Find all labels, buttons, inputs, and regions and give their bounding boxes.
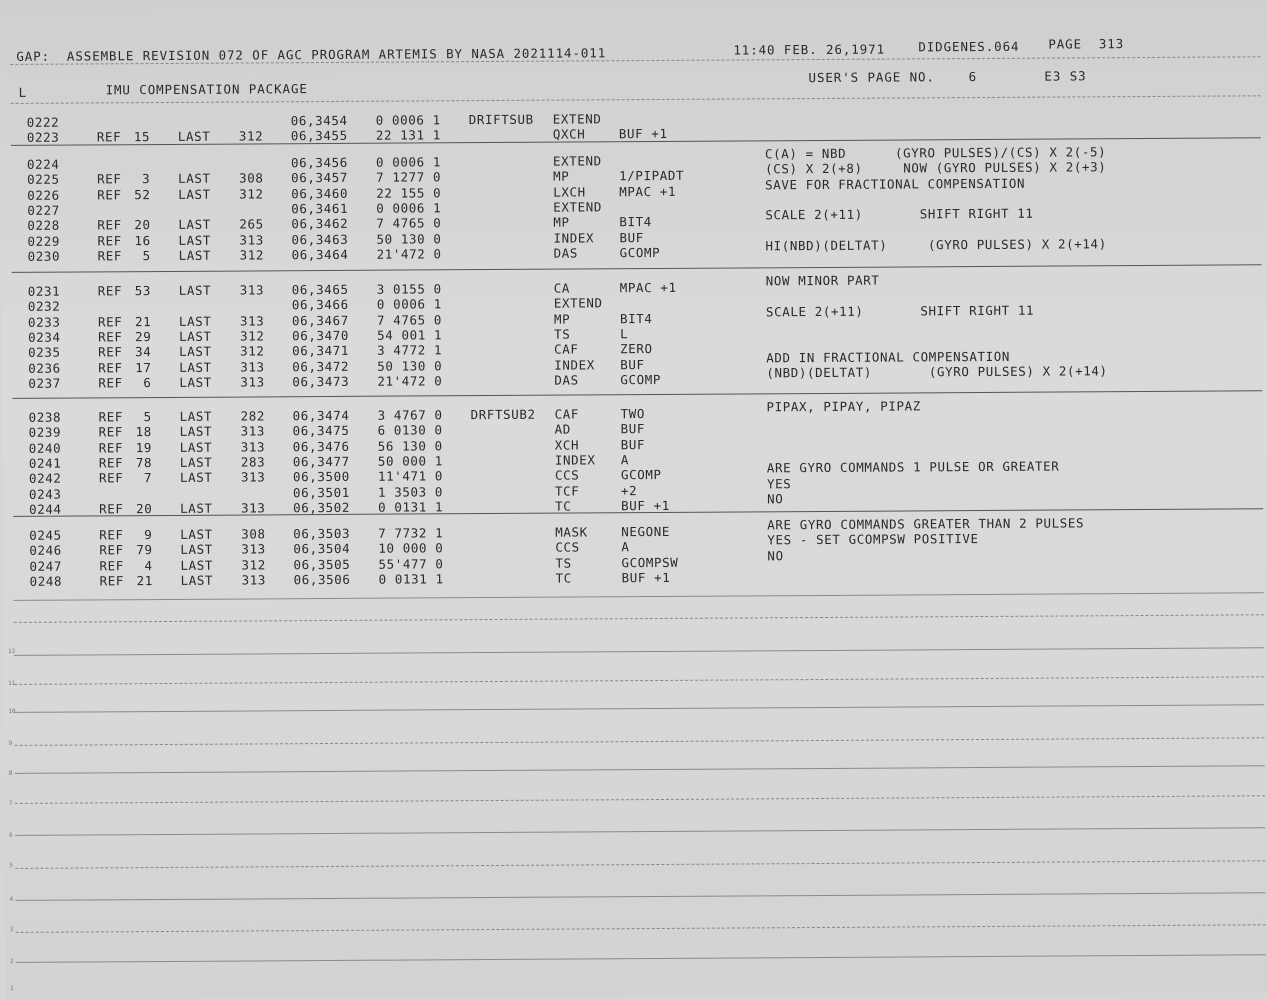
address: 06,3506	[293, 571, 351, 588]
margin-line-number: 1	[10, 984, 14, 992]
last-label: LAST	[180, 557, 214, 573]
margin-line-number: 7	[8, 799, 13, 807]
ref-count: 16	[134, 232, 151, 248]
address: 06,3463	[291, 231, 349, 247]
octal-code: 0 0006 1	[375, 112, 441, 128]
line-number: 0225	[27, 171, 60, 188]
comment: YES - SET GCOMPSW POSITIVE	[767, 531, 979, 548]
line-number: 0240	[28, 440, 62, 456]
address: 06,3503	[293, 525, 351, 542]
last-label: LAST	[178, 232, 212, 248]
operand: BUF +1	[621, 569, 671, 586]
ref-label: REF	[98, 470, 124, 486]
operand: BUF	[620, 421, 646, 437]
ref-label: REF	[97, 217, 122, 233]
symbol-label: DRIFTSUB	[468, 111, 534, 128]
ref-count: 53	[134, 283, 152, 299]
last-page: 312	[238, 128, 264, 144]
ref-label: REF	[98, 359, 123, 375]
last-label: LAST	[178, 171, 211, 187]
last-label: LAST	[179, 343, 212, 360]
ref-label: REF	[99, 542, 124, 558]
operand: A	[620, 452, 630, 468]
octal-code: 55'477 0	[378, 555, 444, 572]
blank-guide-line	[15, 795, 1265, 804]
line-number: 0229	[27, 233, 61, 249]
last-label: LAST	[180, 542, 213, 558]
operand: A	[621, 539, 630, 555]
line-number: 0234	[28, 329, 61, 345]
blank-guide-line	[15, 860, 1265, 869]
octal-code: 7 4765 0	[376, 215, 442, 231]
last-label: LAST	[177, 129, 211, 145]
line-number: 0236	[28, 360, 61, 376]
header-datetime: 11:40 FEB. 26,1971	[733, 41, 886, 58]
octal-code: 22 155 0	[376, 184, 442, 201]
last-label: LAST	[179, 424, 213, 440]
ref-label: REF	[98, 424, 124, 440]
last-label: LAST	[178, 313, 212, 329]
header-page: PAGE 313	[1048, 36, 1125, 52]
operand: TWO	[620, 406, 645, 422]
last-page: 282	[240, 408, 265, 424]
operand: BUF +1	[618, 126, 668, 142]
subheader-marker: L	[18, 84, 28, 100]
last-page: 313	[240, 358, 265, 375]
ref-count: 15	[133, 129, 151, 145]
opcode: TS	[554, 326, 571, 342]
address: 06,3460	[291, 185, 349, 201]
octal-code: 7 7732 1	[378, 525, 444, 541]
opcode: TCF	[554, 482, 580, 499]
opcode: MP	[553, 214, 570, 230]
operand: GCOMP	[619, 244, 661, 261]
opcode: EXTEND	[552, 111, 602, 127]
ref-count: 52	[134, 186, 151, 202]
margin-line-number: 8	[8, 769, 13, 777]
last-page: 313	[241, 541, 266, 557]
operand: NEGONE	[621, 523, 671, 540]
address: 06,3466	[291, 297, 349, 313]
comment: ARE GYRO COMMANDS GREATER THAN 2 PULSES	[767, 515, 1085, 533]
blank-guide-line	[15, 765, 1265, 774]
address: 06,3474	[292, 407, 350, 424]
last-page: 312	[240, 328, 265, 344]
line-number: 0233	[27, 314, 61, 330]
ref-count: 79	[136, 542, 153, 558]
octal-code: 50 130 0	[376, 230, 442, 247]
ref-count: 19	[135, 439, 153, 455]
line-number: 0224	[26, 156, 60, 172]
octal-code: 10 000 0	[378, 540, 444, 556]
ref-count: 20	[134, 217, 151, 233]
octal-code: 11'471 0	[377, 468, 443, 484]
octal-code: 50 000 1	[377, 453, 443, 469]
last-label: LAST	[180, 572, 214, 588]
operand: GCOMP	[620, 371, 662, 388]
address: 06,3500	[292, 469, 350, 485]
octal-code: 0 0131 1	[378, 571, 444, 587]
blank-guide-line	[14, 676, 1264, 685]
line-number: 0232	[27, 298, 61, 315]
comment: NO	[767, 491, 784, 507]
comment: C(A) = NBD (GYRO PULSES)/(CS) X 2(-5)	[764, 144, 1107, 162]
comment: NO	[767, 547, 784, 563]
address: 06,3461	[291, 200, 349, 217]
blank-guide-line	[16, 954, 1266, 963]
address: 06,3505	[293, 556, 351, 572]
last-page: 265	[239, 216, 264, 232]
address: 06,3455	[290, 128, 348, 144]
octal-code: 1 3503 0	[377, 483, 444, 500]
opcode: XCH	[554, 437, 580, 453]
last-page: 308	[241, 526, 266, 542]
blank-guide-line	[14, 704, 1264, 713]
address: 06,3477	[292, 453, 350, 470]
ref-label: REF	[98, 439, 124, 455]
line-number: 0230	[27, 248, 61, 264]
operand: GCOMP	[620, 467, 662, 483]
last-page: 312	[241, 556, 266, 573]
line-number: 0227	[27, 202, 60, 218]
opcode: EXTEND	[553, 199, 603, 215]
blank-guide-line	[15, 737, 1265, 746]
octal-code: 3 0155 0	[376, 281, 442, 297]
opcode: CA	[553, 280, 571, 296]
ref-label: REF	[98, 409, 123, 425]
address: 06,3457	[291, 170, 349, 186]
octal-code: 0 0006 1	[376, 296, 442, 313]
comment: SCALE 2(+11) SHIFT RIGHT 11	[765, 302, 1035, 319]
last-label: LAST	[178, 282, 212, 298]
last-page: 313	[240, 469, 266, 485]
section-title: IMU COMPENSATION PACKAGE	[105, 81, 308, 98]
last-label: LAST	[180, 526, 213, 542]
ref-label: REF	[99, 527, 124, 543]
margin-line-number: 9	[8, 739, 13, 747]
ref-count: 18	[135, 424, 152, 440]
comment: SAVE FOR FRACTIONAL COMPENSATION	[765, 175, 1026, 192]
ref-label: REF	[97, 313, 123, 330]
octal-code: 21'472 0	[377, 373, 443, 389]
line-number: 0237	[28, 375, 61, 391]
ref-label: REF	[97, 232, 122, 248]
octal-code: 22 131 1	[375, 127, 441, 144]
margin-line-number: 11	[8, 679, 16, 687]
last-page: 313	[240, 423, 266, 439]
last-label: LAST	[179, 469, 213, 486]
last-page: 313	[240, 374, 265, 390]
last-label: LAST	[179, 359, 212, 375]
blank-guide-line	[14, 592, 1264, 601]
line-number: 0239	[28, 424, 62, 441]
octal-code: 21'472 0	[376, 246, 442, 262]
margin-line-number: 3	[9, 925, 14, 933]
last-page: 283	[240, 454, 266, 470]
octal-code: 56 130 0	[377, 437, 443, 454]
address: 06,3472	[292, 358, 350, 374]
address: 06,3504	[293, 541, 351, 557]
margin-line-number: 5	[9, 861, 13, 869]
ref-count: 21	[134, 313, 152, 329]
margin-line-number: 4	[9, 895, 14, 903]
address: 06,3476	[292, 438, 350, 454]
ref-label: REF	[97, 283, 123, 299]
operand: BUF	[619, 229, 644, 245]
comment: SCALE 2(+11) SHIFT RIGHT 11	[765, 205, 1034, 223]
line-number: 0244	[29, 501, 62, 517]
ref-label: REF	[99, 501, 124, 517]
ref-label: REF	[96, 129, 122, 145]
line-number: 0242	[28, 470, 62, 487]
ref-count: 5	[142, 247, 151, 263]
users-page-number: USER'S PAGE NO. 6 E3 S3	[808, 68, 1087, 86]
address: 06,3454	[290, 112, 348, 129]
octal-code: 6 0130 0	[377, 422, 443, 438]
line-number: 0246	[29, 542, 62, 559]
address: 06,3464	[291, 246, 349, 263]
margin-line-number: 2	[9, 957, 14, 965]
last-page: 313	[239, 282, 265, 298]
ref-count: 3	[142, 171, 151, 187]
opcode: INDEX	[554, 452, 596, 468]
last-label: LAST	[179, 439, 213, 455]
last-label: LAST	[178, 216, 211, 233]
ref-label: REF	[99, 557, 124, 573]
operand: MPAC +1	[619, 183, 677, 199]
address: 06,3475	[292, 423, 350, 439]
last-page: 313	[240, 438, 266, 455]
margin-line-number: 6	[9, 831, 13, 839]
opcode: DAS	[554, 372, 579, 388]
margin-line-number: 10	[8, 707, 16, 715]
last-page: 313	[241, 500, 266, 516]
address: 06,3462	[291, 216, 349, 232]
ref-label: REF	[97, 186, 122, 203]
opcode: QXCH	[552, 126, 586, 142]
operand: 1/PIPADT	[619, 168, 685, 184]
header-user: DIDGENES.064	[918, 38, 1020, 55]
opcode: INDEX	[553, 229, 595, 246]
last-label: LAST	[179, 328, 212, 344]
ref-count: 29	[135, 328, 152, 345]
ref-label: REF	[98, 329, 123, 345]
block-rule	[12, 264, 1262, 273]
last-label: LAST	[179, 374, 212, 390]
operand: L	[620, 326, 629, 342]
ref-count: 78	[135, 454, 153, 471]
operand: BUF	[620, 356, 645, 372]
opcode: CCS	[555, 539, 580, 555]
address: 06,3470	[292, 327, 349, 344]
last-label: LAST	[179, 408, 213, 424]
octal-code: 50 130 0	[377, 357, 443, 374]
opcode: CAF	[554, 406, 579, 422]
operand: +2	[620, 482, 638, 498]
operand: ZERO	[620, 341, 653, 357]
opcode: EXTEND	[552, 153, 602, 169]
last-label: LAST	[179, 454, 213, 470]
octal-code: 7 1277 0	[376, 169, 442, 186]
blank-guide-line	[14, 647, 1264, 656]
ref-count: 5	[143, 409, 152, 425]
ref-count: 4	[144, 557, 153, 573]
blank-guide-line	[16, 924, 1266, 933]
margin-line-number: 12	[7, 647, 16, 655]
line-number: 0228	[27, 217, 60, 234]
ref-count: 34	[135, 344, 152, 360]
opcode: TS	[555, 555, 572, 571]
last-page: 312	[239, 247, 264, 263]
opcode: AD	[554, 421, 571, 437]
opcode: CAF	[554, 341, 579, 357]
comment: ARE GYRO COMMANDS 1 PULSE OR GREATER	[766, 458, 1060, 476]
ref-label: REF	[98, 455, 124, 471]
ref-count: 7	[143, 470, 153, 486]
opcode: MP	[553, 168, 570, 184]
address: 06,3467	[291, 312, 349, 328]
last-page: 312	[240, 343, 265, 359]
line-number: 0226	[27, 187, 60, 203]
line-number: 0235	[28, 344, 61, 361]
opcode: TC	[555, 498, 572, 514]
ref-count: 20	[136, 500, 153, 516]
line-number: 0231	[27, 283, 61, 299]
octal-code: 0 0006 1	[375, 154, 442, 170]
opcode: MASK	[555, 524, 588, 540]
octal-code: 0 0131 1	[378, 499, 444, 515]
line-number: 0245	[29, 527, 62, 543]
address: 06,3465	[291, 281, 349, 298]
comment: (CS) X 2(+8) NOW (GYRO PULSES) X 2(+3)	[765, 159, 1107, 177]
octal-code: 0 0006 1	[376, 200, 442, 216]
ref-label: REF	[97, 248, 122, 264]
operand: BIT4	[619, 310, 653, 326]
ref-label: REF	[99, 573, 124, 589]
comment: (NBD)(DELTAT) (GYRO PULSES) X 2(+14)	[766, 363, 1108, 381]
operand: GCOMPSW	[621, 554, 679, 570]
last-label: LAST	[180, 500, 213, 516]
address: 06,3501	[292, 484, 350, 500]
blank-guide-line	[15, 892, 1265, 901]
comment: HI(NBD)(DELTAT) (GYRO PULSES) X 2(+14)	[765, 236, 1107, 254]
line-number: 0241	[28, 455, 62, 471]
octal-code: 3 4772 1	[377, 342, 443, 358]
comment: ADD IN FRACTIONAL COMPENSATION	[766, 348, 1011, 365]
last-label: LAST	[178, 247, 212, 263]
header-title: GAP: ASSEMBLE REVISION 072 OF AGC PROGRAM ARTEMIS BY NASA 2021114-011	[16, 45, 607, 64]
line-number: 0247	[29, 558, 63, 574]
last-page: 313	[239, 312, 265, 329]
line-number: 0223	[26, 129, 60, 146]
address: 06,3471	[292, 343, 350, 359]
comment: NOW MINOR PART	[765, 272, 880, 289]
opcode: CCS	[554, 467, 580, 483]
opcode: DAS	[553, 245, 578, 261]
octal-code: 7 4765 0	[376, 311, 443, 328]
ref-count: 17	[135, 359, 152, 375]
operand: BUF +1	[621, 497, 670, 514]
block-rule	[12, 390, 1262, 399]
last-page: 312	[239, 185, 264, 202]
last-page: 313	[239, 231, 264, 248]
last-page: 313	[241, 572, 266, 588]
operand: MPAC +1	[619, 279, 677, 296]
opcode: EXTEND	[553, 295, 603, 311]
opcode: LXCH	[553, 184, 586, 200]
opcode: TC	[555, 570, 572, 586]
ref-label: REF	[98, 344, 123, 360]
opcode: INDEX	[554, 356, 595, 373]
ref-count: 6	[143, 374, 152, 390]
comment: YES	[766, 475, 792, 491]
address: 06,3456	[290, 154, 348, 171]
octal-code: 3 4767 0	[377, 407, 443, 423]
blank-guide-line	[15, 827, 1265, 836]
last-page: 308	[239, 170, 264, 186]
ref-label: REF	[98, 375, 123, 391]
opcode: MP	[553, 311, 571, 327]
line-number: 0243	[28, 486, 62, 502]
address: 06,3502	[293, 499, 351, 516]
comment: PIPAX, PIPAY, PIPAZ	[766, 398, 921, 415]
blank-guide-line	[14, 614, 1264, 623]
ref-count: 21	[136, 572, 153, 589]
address: 06,3473	[292, 373, 350, 390]
operand: BIT4	[619, 214, 652, 230]
ref-label: REF	[97, 171, 122, 187]
line-number: 0222	[26, 114, 60, 130]
last-label: LAST	[178, 186, 211, 202]
operand: BUF	[620, 436, 646, 452]
ref-count: 9	[144, 527, 153, 543]
symbol-label: DRFTSUB2	[470, 406, 536, 423]
octal-code: 54 001 1	[377, 327, 443, 343]
line-number: 0248	[29, 573, 63, 589]
line-number: 0238	[28, 409, 62, 425]
